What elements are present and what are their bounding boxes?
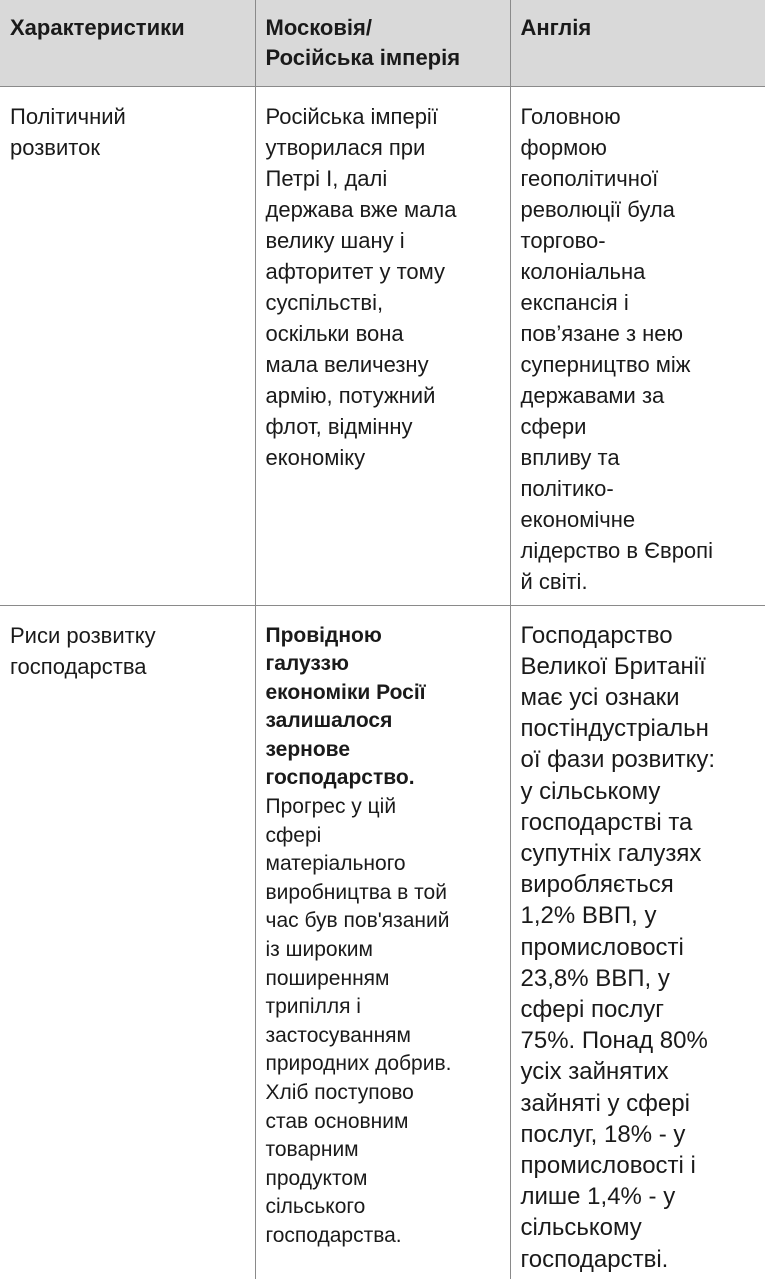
header-characteristics xyxy=(0,0,255,86)
russia-text-container xyxy=(256,606,510,1251)
characteristic-text: Політичний розвиток xyxy=(0,87,255,163)
cell-england xyxy=(510,605,765,1279)
cell-england xyxy=(510,86,765,605)
table-row xyxy=(0,605,765,1279)
england-text: Господарство Великої Британії має усі ознаки постіндустріальн ої фази розвитку: у сільському господарстві та супутніх галузях виробляється 1,2% ВВП, у промисловості 23,8% ВВП, у сфері послуг 75%. Понад 80% усіх зайнятих зайняті у сфері послуг, 18% - у промисловості і лише 1,4% - у сільському господарстві. xyxy=(511,606,765,1275)
cell-russia xyxy=(255,605,510,1279)
cell-russia xyxy=(255,86,510,605)
table-header-row xyxy=(0,0,765,86)
table-row xyxy=(0,86,765,605)
russia-text: Російська імперії утворилася при Петрі І, далі держава вже мала велику шану і афторитет у тому суспільстві, оскільки вона мала величезну армію, потужний флот, відмінну економіку xyxy=(256,87,510,473)
russia-bold-text: Провідною галуззю економіки Росії залишалося зернове господарство. xyxy=(266,624,426,790)
header-england-label: Англія xyxy=(521,13,756,43)
header-characteristics-label: Характеристики xyxy=(10,13,245,43)
header-england xyxy=(510,0,765,86)
cell-characteristic xyxy=(0,605,255,1279)
characteristic-text: Риси розвитку господарства xyxy=(0,606,255,682)
cell-characteristic xyxy=(0,86,255,605)
header-muscovy-label: Московія/ Російська імперія xyxy=(266,13,500,73)
header-muscovy-russian-empire xyxy=(255,0,510,86)
england-text: Головною формою геополітичної революції була торгово- колоніальна експансія і пов’язане з нею суперництво між державами за сфери впливу та політико- економічне лідерство в Європі й світі. xyxy=(511,87,765,597)
russia-text: Прогрес у цій сфері матеріального виробництва в той час був пов'язаний із широким поширенням трипілля і застосуванням природних добрив. Хліб поступово став основним товарним продуктом сільського господарства. xyxy=(266,795,452,1247)
